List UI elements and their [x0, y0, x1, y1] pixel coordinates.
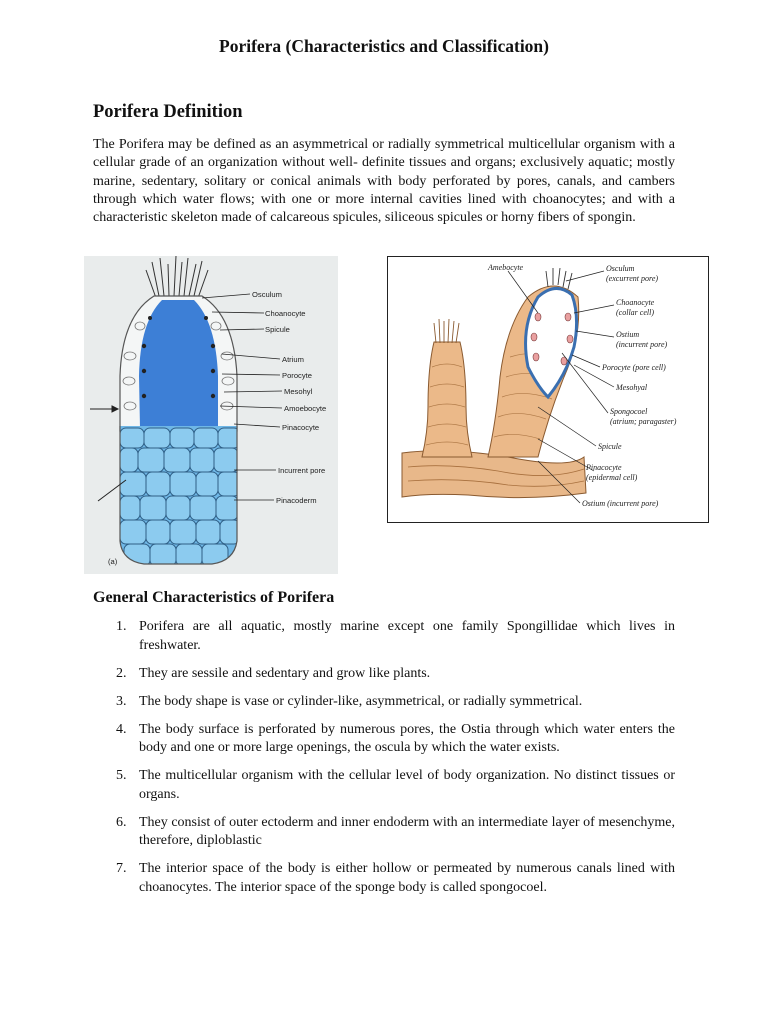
label-osculum: Osculum	[252, 290, 282, 299]
characteristics-heading: General Characteristics of Porifera	[93, 589, 335, 606]
label-choanocyte-sub: (collar cell)	[616, 308, 654, 317]
label-porocyte-right: Porocyte (pore cell)	[602, 363, 666, 372]
label-spongocoel-sub: (atrium; paragaster)	[610, 417, 677, 426]
list-item: 3. The body shape is vase or cylinder-like, asymmetrical, or radially symmetrical.	[116, 693, 583, 709]
sponge-cross-section-figure	[84, 256, 338, 574]
label-spongocoel: Spongocoel	[610, 407, 648, 416]
label-pinacocyte-sub: (epidermal cell)	[586, 473, 638, 482]
label-spicule: Spicule	[265, 325, 290, 334]
definition-heading: Porifera Definition	[93, 102, 243, 122]
label-amoebocyte: Amoebocyte	[284, 404, 327, 413]
list-item: 4. The body surface is perforated by numerous pores, the Ostia through which water enters the body and one or more large openings, the oscula by which the water exists.	[116, 721, 675, 755]
label-mesohyal: Mesohyal	[616, 383, 648, 392]
panel-label: (a)	[108, 557, 118, 566]
label-atrium: Atrium	[282, 355, 304, 364]
label-pinacoderm: Pinacoderm	[276, 496, 317, 505]
list-item: 5. The multicellular organism with the cellular level of body organization. No distinct tissues or organs.	[116, 768, 675, 802]
list-item: 1. Porifera are all aquatic, mostly marine except one family Spongillidae which lives in freshwater.	[116, 619, 675, 653]
sponge-anatomy-figure	[387, 256, 709, 523]
label-ostium: Ostium	[616, 330, 640, 339]
list-item: 7. The interior space of the body is either hollow or permeated by numerous canals lined with choanocytes. The interior space of the sponge body is called spongocoel.	[116, 861, 675, 895]
label-osculum-sub: (excurrent pore)	[606, 274, 659, 283]
label-incurrent-pore: Incurrent pore	[278, 466, 326, 475]
label-choanocyte: Choanocyte	[265, 309, 306, 318]
label-pinacocyte: Pinacocyte	[282, 423, 320, 432]
label-spicule-right: Spicule	[598, 442, 622, 451]
definition-paragraph: The Porifera may be defined as an asymmetrical or radially symmetrical multicellular organism with a cellular grade of an organization without well- definite tissues and organs; exclusively aquatic; mostly marine, sedentary, solitary or conical animals with body perforated by pores, canals, and cambers through which water flows; with one or more internal cavities lined with choanocytes; and with a characteristic skeleton made of calcareous spicules, siliceous spicules or horny fibers of spongin.	[93, 137, 675, 226]
label-porocyte: Porocyte	[282, 371, 312, 380]
label-osculum-right: Osculum	[606, 264, 635, 273]
label-mesohyl: Mesohyl	[284, 387, 313, 396]
list-item: 6. They consist of outer ectoderm and inner endoderm with an intermediate layer of mesenchyme, therefore, diploblastic	[116, 814, 675, 848]
label-ostium-sub: (incurrent pore)	[616, 340, 668, 349]
label-choanocyte-right: Choanocyte	[616, 298, 655, 307]
label-amebocyte: Amebocyte	[488, 263, 524, 272]
list-item: 2. They are sessile and sedentary and grow like plants.	[116, 665, 431, 681]
label-pinacocyte-right: Pinacocyte	[586, 463, 622, 472]
label-ostium-bottom: Ostium (incurrent pore)	[582, 499, 659, 508]
page-title: Porifera (Characteristics and Classification)	[219, 36, 549, 56]
characteristics-list	[93, 618, 675, 907]
